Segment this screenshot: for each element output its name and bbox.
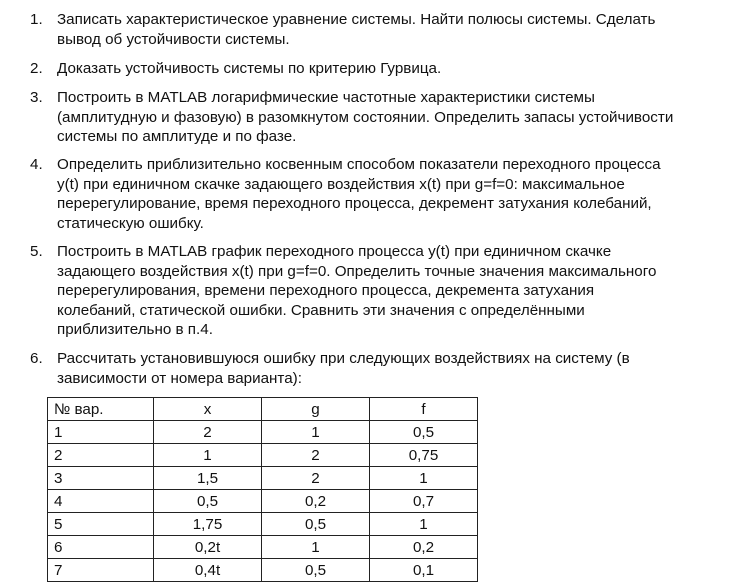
table-row <box>48 421 478 444</box>
cell-variant: 6 <box>48 536 154 559</box>
table-header-row <box>48 398 478 421</box>
header-g: g <box>262 398 370 421</box>
cell-variant: 7 <box>48 559 154 582</box>
cell-g: 0,5 <box>262 559 370 582</box>
task-text: Рассчитать установившуюся ошибку при следующих воздействиях на систему (в зависимости от номера варианта): <box>57 350 630 387</box>
cell-variant: 1 <box>48 421 154 444</box>
cell-x: 1 <box>154 444 262 467</box>
cell-g: 0,2 <box>262 490 370 513</box>
task-item-5 <box>30 242 750 340</box>
cell-f: 0,1 <box>370 559 478 582</box>
cell-f: 0,5 <box>370 421 478 444</box>
table-row <box>48 513 478 536</box>
cell-f: 0,75 <box>370 444 478 467</box>
task-text: Доказать устойчивость системы по критерию Гурвица. <box>57 60 442 77</box>
cell-x: 1,5 <box>154 467 262 490</box>
cell-x: 0,4t <box>154 559 262 582</box>
table-row <box>48 536 478 559</box>
cell-x: 1,75 <box>154 513 262 536</box>
task-item-2 <box>30 59 750 79</box>
task-number: 2. <box>30 60 43 77</box>
variants-table <box>47 397 478 582</box>
cell-g: 2 <box>262 444 370 467</box>
task-number: 6. <box>30 350 43 367</box>
table-row <box>48 490 478 513</box>
task-number: 4. <box>30 156 43 173</box>
cell-variant: 3 <box>48 467 154 490</box>
task-item-1 <box>30 10 750 49</box>
task-number: 1. <box>30 11 43 28</box>
header-x: x <box>154 398 262 421</box>
cell-g: 0,5 <box>262 513 370 536</box>
cell-f: 1 <box>370 513 478 536</box>
cell-g: 1 <box>262 536 370 559</box>
task-number: 5. <box>30 243 43 260</box>
cell-g: 1 <box>262 421 370 444</box>
table-row <box>48 444 478 467</box>
table-row <box>48 559 478 582</box>
cell-variant: 4 <box>48 490 154 513</box>
task-item-3 <box>30 88 750 147</box>
task-text: Построить в MATLAB график переходного процесса y(t) при единичном скачке задающего воздействия x(t) при g=f=0. Определить точные значения максимального перерегулирования, времени переходного процесса, декремента затухания колебаний, статической ошибки. Сравнить эти значения с определёнными приблизительно в п.4. <box>57 243 657 338</box>
table-row <box>48 467 478 490</box>
cell-f: 1 <box>370 467 478 490</box>
task-text: Записать характеристическое уравнение системы. Найти полюсы системы. Сделать вывод об устойчивости системы. <box>57 11 656 48</box>
header-f: f <box>370 398 478 421</box>
task-item-4 <box>30 155 750 233</box>
task-text: Определить приблизительно косвенным способом показатели переходного процесса y(t) при единичном скачке задающего воздействия x(t) при g=f=0: максимальное перерегулирование, время переходного процесса, декремент затухания колебаний, статическую ошибку. <box>57 156 661 232</box>
task-item-6 <box>30 349 750 388</box>
cell-g: 2 <box>262 467 370 490</box>
cell-x: 0,2t <box>154 536 262 559</box>
task-number: 3. <box>30 89 43 106</box>
task-text: Построить в MATLAB логарифмические частотные характеристики системы (амплитудную и фазовую) в разомкнутом состоянии. Определить запасы устойчивости системы по амплитуде и по фазе. <box>57 89 674 145</box>
cell-x: 2 <box>154 421 262 444</box>
cell-variant: 5 <box>48 513 154 536</box>
cell-variant: 2 <box>48 444 154 467</box>
header-variant-number: № вар. <box>48 398 154 421</box>
cell-f: 0,2 <box>370 536 478 559</box>
cell-x: 0,5 <box>154 490 262 513</box>
cell-f: 0,7 <box>370 490 478 513</box>
